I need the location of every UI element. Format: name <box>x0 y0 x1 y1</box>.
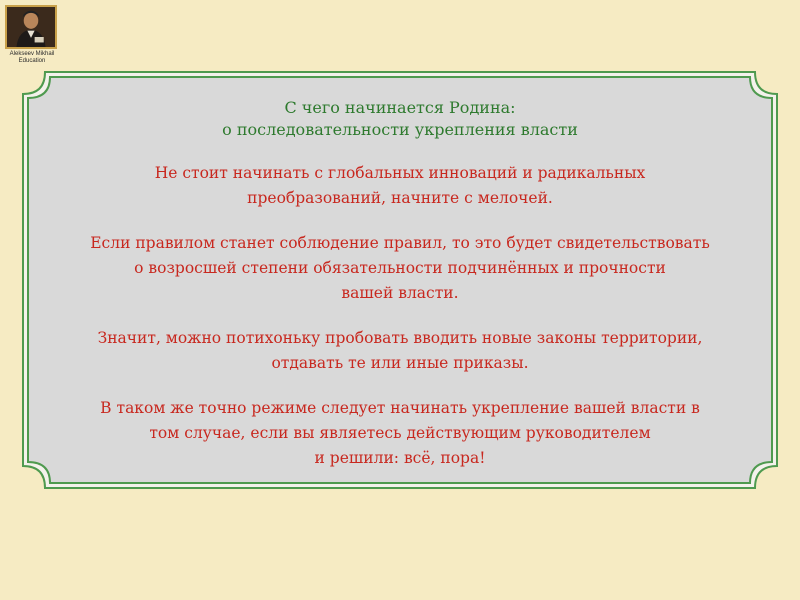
slide-content <box>50 97 750 471</box>
paragraph-line: вашей власти. <box>341 284 459 302</box>
paragraph-3 <box>50 326 750 376</box>
paragraph-line: отдавать те или иные приказы. <box>271 354 529 372</box>
paragraph-line: Если правилом станет соблюдение правил, то это будет свидетельствовать <box>90 234 710 252</box>
paragraph-line: преобразований, начните с мелочей. <box>247 189 553 207</box>
logo-caption-line1: Alekseev Mikhail <box>9 51 55 57</box>
slide-title-line2: о последовательности укрепления власти <box>222 120 578 139</box>
paragraph-line: В таком же точно режиме следует начинать укрепление вашей власти в <box>100 399 700 417</box>
paragraph-2 <box>50 231 750 306</box>
slide-title-line1: С чего начинается Родина: <box>284 98 516 117</box>
paragraph-line: Значит, можно потихоньку пробовать вводить новые законы территории, <box>97 329 703 347</box>
paragraph-line: о возросшей степени обязательности подчинённых и прочности <box>134 259 666 277</box>
slide-title <box>50 97 750 141</box>
paragraph-line: Не стоит начинать с глобальных инноваций и радикальных <box>154 164 646 182</box>
paragraph-line: и решили: всё, пора! <box>314 449 486 467</box>
paragraph-line: том случае, если вы являетесь действующим руководителем <box>149 424 651 442</box>
paragraph-4 <box>50 396 750 471</box>
paragraph-1 <box>50 161 750 211</box>
logo-caption-line2: Education <box>18 58 46 64</box>
